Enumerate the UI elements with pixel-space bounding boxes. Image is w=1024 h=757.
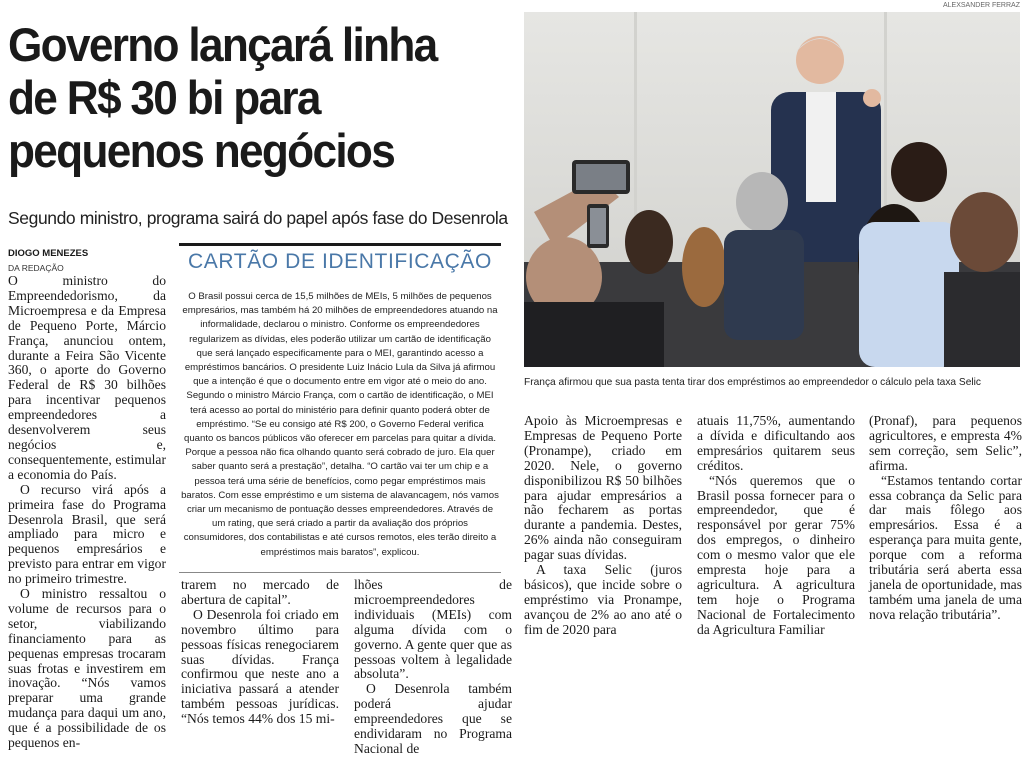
paragraph: lhões de microempreendedores individuais (MEIs) com alguma dívida com o governo. A gente quer que as pessoas voltem à legalidade absoluta”.	[354, 577, 512, 682]
paragraph: O recurso virá após a primeira fase do Programa Desenrola Brasil, que será ampliado para micro e pequenos empresários e previsto para entrar em vigor no primeiro trimestre.	[8, 481, 166, 587]
paragraph: Apoio às Microempresas e Empresas de Pequeno Porte (Pronampe), criado em 2020. Nele, o governo disponibilizou R$ 50 bilhões para ajudar empresários a não fecharem as portas durante a pandemia. Destes, 26% ainda não conseguiram pagar suas dívidas.	[524, 413, 682, 563]
paragraph: atuais 11,75%, aumentando a dívida e dificultando aos empresários quitarem seus créditos.	[697, 413, 855, 473]
paragraph: A taxa Selic (juros básicos), que incide sobre o empréstimo via Pronampe, avançou de 2% ao ano até o fim de 2020 para	[524, 562, 682, 637]
article-photo	[524, 12, 1020, 367]
box-top-rule	[179, 243, 501, 246]
body-column-6	[869, 414, 1022, 623]
paragraph: “Nós queremos que o Brasil possa fornecer para o empreendedor, que é responsável por gerar 75% dos empregos, o dinheiro com o mesmo valor que ele empresta hoje para a agricultura. A agricultura tem hoje o Programa Nacional de Fortalecimento da Agricultura Familiar	[697, 472, 855, 637]
box-bottom-rule	[179, 572, 501, 573]
body-column-2	[181, 578, 339, 727]
paragraph: trarem no mercado de abertura de capital”.	[181, 577, 339, 607]
box-paragraph: O Brasil possui cerca de 15,5 milhões de MEIs, 5 milhões de pequenos empresários, mas também há 20 milhões de empreendedores atuando na informalidade, declarou o ministro. Conforme os empreendedores regularizem as dívidas, eles poderão utilizar um cartão de identificação que será lançado especificamente para o MEI, garantindo acesso a empréstimos bancários. O presidente Luiz Inácio Lula da Silva já afirmou que a intenção é que o documento entre em vigor até o meio do ano. Segundo o ministro Márcio França, com o cartão de identificação, o MEI terá acesso ao portal do ministério para definir quanto poderá obter de empréstimo. “Se eu consigo até R$ 200, o Governo Federal verifica quanto os bancos públicos vão oferecer em parcelas para quitar a dívida. Porque a pessoa não fica olhando quanto será cobrado de juro. Ela quer saber quanto será a prestação”, detalha. “O cartão vai ter um chip e a pessoa terá uma série de benefícios, como pegar empréstimos mais baratos. Com esse empréstimo e um sistema de alavancagem, nós vamos criar um mecanismo de pontuação desses empreendedores. Através de um rating, que será criado a partir da avaliação dos próprios consumidores, dos contabilistas e até cursos remotos, eles terão direito a empréstimos mais baratos”, explicou.	[181, 291, 499, 558]
body-column-4	[524, 414, 682, 638]
paragraph: O Desenrola também poderá ajudar empreendedores que se endividaram no Programa Nacional de	[354, 681, 512, 756]
subheadline: Segundo ministro, programa sairá do papel após fase do Desenrola	[8, 208, 508, 228]
paragraph: (Pronaf), para pequenos agricultores, e empresta 4% sem correção, sem Selic”, afirma.	[869, 413, 1022, 473]
box-title: CARTÃO DE IDENTIFICAÇÃO	[188, 250, 492, 273]
author-byline: DIOGO MENEZES	[8, 248, 89, 259]
paragraph: O ministro ressaltou o volume de recursos para o setor, viabilizando financiamento para as pequenas empresas trocaram suas frotas e investirem em inovação. “Nós vamos preparar uma grande mudança para daqui um ano, que é a possibilidade de os pequenos en-	[8, 586, 166, 751]
photo-caption: França afirmou que sua pasta tenta tirar dos empréstimos ao empreendedor o cálculo pela taxa Selic	[524, 377, 981, 388]
body-column-5	[697, 414, 855, 638]
body-column-3	[354, 578, 512, 757]
author-role: DA REDAÇÃO	[8, 263, 64, 273]
paragraph: O Desenrola foi criado em novembro último para pessoas físicas renegociarem suas dívidas. França confirmou que neste ano a iniciativa passará a atender também pessoas jurídicas. “Nós temos 44% dos 15 mi-	[181, 606, 339, 727]
photo-illustration	[524, 12, 1020, 367]
paragraph: O ministro do Empreendedorismo, da Microempresa e da Empresa de Pequeno Porte, Márcio França, anunciou ontem, durante a Feira São Vicente 360, o aporte do Governo Federal de R$ 30 bilhões para incentivar pequenos empreendedores a desenvolverem seus negócios e, consequentemente, estimular a economia do País.	[8, 273, 166, 482]
paragraph: “Estamos tentando cortar essa cobrança da Selic para dar mais fôlego aos empresários. Essa é a esperança para muita gente, porque com a reforma tributária será aberta essa janela de oportunidade, mas também uma janela de uma nova relação tributária”.	[869, 472, 1022, 622]
box-body	[181, 290, 499, 560]
photo-credit: ALEXSANDER FERRAZ	[942, 2, 1020, 9]
body-column-1	[8, 274, 166, 751]
headline: Governo lançará linha de R$ 30 bi para pequenos negócios	[8, 18, 437, 178]
